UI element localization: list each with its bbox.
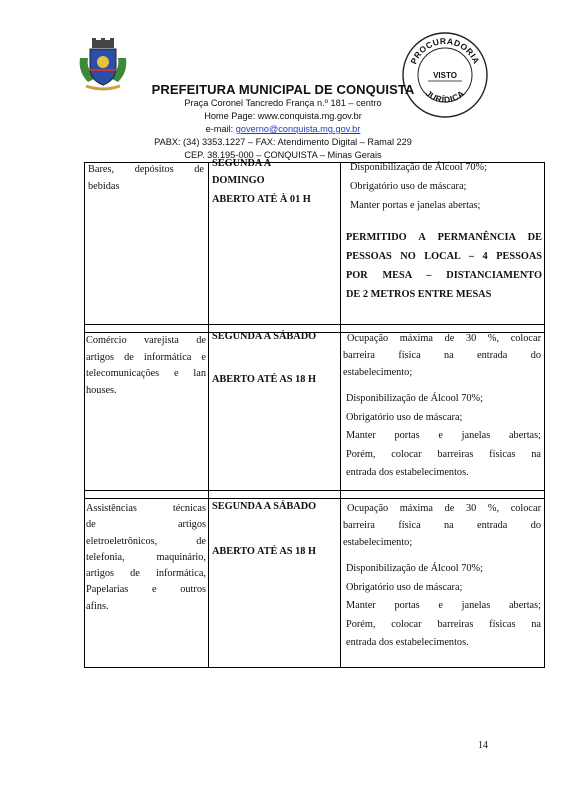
header-cep: CEP. 38.195-000 – CONQUISTA – Minas Gerais [184, 150, 382, 160]
row2-occupancy [343, 330, 541, 381]
rule-line: Manter portas e janelas abertas; [350, 200, 481, 211]
header-homepage: Home Page: www.conquista.mg.gov.br [204, 111, 362, 121]
rule-line: Disponibilização de Álcool 70%; [346, 393, 483, 404]
activity-line: bebidas [88, 180, 120, 192]
notice-line: DE 2 METROS ENTRE MESAS [346, 289, 492, 300]
rule-line: Obrigatório uso de máscara; [346, 581, 463, 593]
stamp-middle-text: VISTO [433, 71, 457, 80]
page-title: PREFEITURA MUNICIPAL DE CONQUISTA [151, 82, 415, 97]
rule-line: Obrigatório uso de máscara; [346, 411, 463, 423]
occupancy-line: estabelecimento; [343, 537, 413, 548]
stamp-top-text: PROCURADORIA [408, 35, 482, 66]
row2-rules [346, 390, 541, 483]
row3-hours: ABERTO ATÉ AS 18 H [212, 546, 316, 557]
row1-hours: ABERTO ATÉ À 01 H [212, 194, 311, 205]
row2-activity [86, 333, 206, 399]
activity-line: Bares, depósitos de [88, 164, 204, 175]
notice-line: POR MESA – DISTANCIAMENTO [346, 270, 542, 281]
rule-line: entrada dos estabelecimentos. [346, 467, 469, 478]
rule-line: Disponibilização de Álcool 70%; [350, 162, 487, 173]
row1-days [212, 156, 336, 189]
notice-line: PERMITIDO A PERMANÊNCIA DE [346, 232, 542, 243]
email-label: e-mail: [205, 124, 236, 134]
activity-line: Papelarias e outros [86, 584, 206, 596]
activity-line: de artigos [86, 519, 206, 531]
email-link[interactable]: governo@conquista.mg.gov.br [235, 124, 361, 134]
activity-line: eletroeletrônicos, de [86, 535, 206, 547]
header-phones: PABX: (34) 3353.1227 – FAX: Atendimento Digital – Ramal 229 [154, 137, 412, 147]
rule-line: Manter portas e janelas abertas; [346, 430, 541, 441]
activity-line: artigos de informática, [86, 568, 206, 580]
activity-line: artigos de informática e [86, 351, 206, 363]
activity-line: telecomunicações e lan [86, 368, 206, 379]
row2-days [212, 329, 338, 346]
occupancy-line: barreira física na entrada do [343, 350, 541, 361]
rule-line: Manter portas e janelas abertas; [346, 600, 541, 611]
activity-line: houses. [86, 384, 117, 396]
days-line: SEGUNDA A SÁBADO [212, 331, 317, 342]
rule-line: Porém, colocar barreiras físicas na [346, 618, 541, 630]
header-address: Praça Coronel Tancredo França n.º 181 – centro [184, 98, 382, 108]
occupancy-line: estabelecimento; [343, 367, 413, 378]
row1-notice [346, 228, 542, 304]
stamp-bottom-text: JURÍDICA [423, 88, 467, 105]
days-line: SEGUNDA A [212, 158, 272, 169]
row3-occupancy [343, 500, 541, 551]
activity-line: afins. [86, 600, 109, 612]
rule-line: entrada dos estabelecimentos. [346, 637, 469, 648]
page-number: 14 [478, 740, 488, 751]
occupancy-line: Ocupação máxima de 30 %, colocar [347, 503, 541, 514]
activity-line: Assistências técnicas [86, 503, 206, 514]
notice-line: PESSOAS NO LOCAL – 4 PESSOAS [346, 251, 542, 262]
row3-days [212, 499, 338, 516]
row2-hours: ABERTO ATÉ AS 18 H [212, 374, 316, 385]
days-line: SEGUNDA A SÁBADO [212, 501, 317, 512]
header-email-line [0, 124, 566, 134]
row1-rules [350, 158, 542, 215]
svg-text:PROCURADORIA [408, 36, 481, 66]
row1-activity [88, 162, 204, 195]
rule-line: Obrigatório uso de máscara; [350, 181, 467, 192]
activity-line: telefonia, maquinário, [86, 551, 206, 563]
occupancy-line: barreira física na entrada do [343, 520, 541, 531]
rule-line: Porém, colocar barreiras físicas na [346, 448, 541, 460]
days-line: DOMINGO [212, 174, 265, 186]
row3-activity [86, 501, 206, 615]
activity-line: Comércio varejista de [86, 335, 206, 346]
row3-rules [346, 560, 541, 653]
occupancy-line: Ocupação máxima de 30 %, colocar [347, 333, 541, 344]
rule-line: Disponibilização de Álcool 70%; [346, 563, 483, 574]
